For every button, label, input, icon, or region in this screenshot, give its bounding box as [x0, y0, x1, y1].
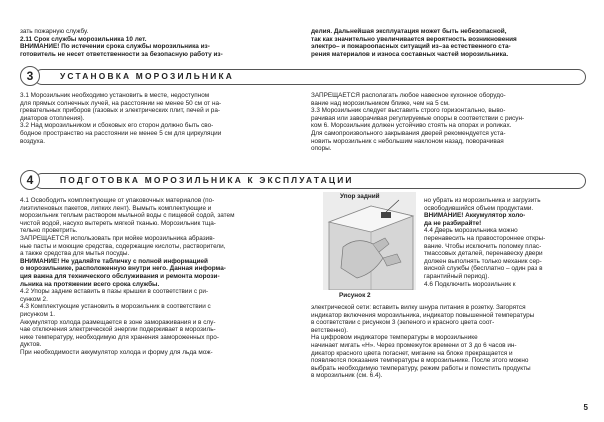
- text-line: в морозильник (см. 6.4).: [311, 372, 383, 380]
- text-line: 4.2 Упоры задние вставить в пазы крышки в соответствии с ри-: [20, 288, 209, 296]
- freezer-lid-stop-drawing: [323, 192, 416, 290]
- text-line: электро– и пожароопасных ситуаций из–за естественного ста-: [311, 43, 511, 51]
- text-line: начинает мигать «Н». Через промежуток времени от 3 до 6 часов ин-: [311, 341, 517, 349]
- text-line: диаторов отопления).: [20, 114, 85, 122]
- section-3-title: УСТАНОВКА МОРОЗИЛЬНИКА: [60, 71, 235, 81]
- text-line: чистой водой, насухо вытереть мягкой тканью. Морозильник тща-: [20, 219, 216, 227]
- text-line: ком 6. Морозильник должен устойчиво стоять на опорах и роликах.: [311, 122, 512, 130]
- text-line: ВНИМАНИЕ! По истечении срока службы морозильника из-: [20, 43, 210, 51]
- text-line: льника на протяжении всего срока службы.: [20, 280, 160, 288]
- text-line: а также средства для мытья посуды.: [20, 250, 130, 258]
- text-line: готовитель не несет ответственности за безопасную работу из-: [20, 50, 223, 58]
- text-line: тмассовых деталей, перенавеску двери: [424, 250, 543, 258]
- text-line: ЗАПРЕЩАЕТСЯ располагать любое навесное кухонное оборудо-: [311, 92, 506, 99]
- text-line: да не разбирайте!: [424, 219, 482, 227]
- text-line: воздуха.: [20, 137, 45, 145]
- text-line: вание. Чтобы исключить поломку плас-: [424, 242, 542, 250]
- text-line: морозильник теплым раствором мыльной воды с пищевой содой, затем: [20, 212, 235, 220]
- text-line: дикатор красного цвета погаснет, мигание на блоке прекращается и: [311, 349, 513, 357]
- text-line: нике температуру, необходимую для хранения замороженных про-: [20, 333, 219, 341]
- text-line: о морозильнике, расположенную внутри него. Данная информа-: [20, 265, 226, 273]
- section-4-title: ПОДГОТОВКА МОРОЗИЛЬНИКА К ЭКСПЛУАТАЦИИ: [60, 175, 354, 185]
- text-line: бодное пространство на расстоянии не менее 5 см для циркуляции: [20, 129, 222, 137]
- section-3-number: 3: [20, 66, 40, 86]
- text-line: в соответствии с рисунком 3 (зеленого и красного цвета соот-: [311, 319, 495, 327]
- text-line: 3.3 Морозильник следует выставить строго горизонтально, выво-: [311, 107, 506, 115]
- text-line: ЗАПРЕЩАЕТСЯ использовать при мойке морозильника абразив-: [20, 234, 215, 242]
- section-3-right-text: [311, 92, 587, 153]
- text-line: ные пасты и моющие средства, содержащие кислоты, растворители,: [20, 242, 226, 250]
- text-line: ветственно).: [311, 326, 349, 334]
- text-line: При необходимости аккумулятор холода и форму для льда мож-: [20, 348, 213, 356]
- text-line: ВНИМАНИЕ! Не удаляйте табличку с полной информацией: [20, 257, 208, 265]
- text-line: рачивая или заворачивая регулируемые опоры в соответствии с рисун-: [311, 114, 525, 122]
- text-line: тельно проветрить.: [20, 227, 78, 235]
- text-line: 2.11 Срок службы морозильника 10 лет.: [20, 35, 147, 43]
- text-line: ВНИМАНИЕ! Аккумулятор холо-: [424, 212, 526, 220]
- text-line: индикатор включения морозильника, индикатор повышенной температуры: [311, 311, 535, 319]
- text-line: появляются показания температуры в морозильнике. После этого можно: [311, 357, 529, 365]
- text-line: должен выполнять только механик сер-: [424, 257, 542, 265]
- text-line: 3.2 Над морозильником и сбоковых его сторон должно быть сво-: [20, 122, 214, 130]
- text-line: опоры.: [311, 145, 332, 153]
- section-4-header: [20, 170, 586, 190]
- text-line: 4.6 Подключить морозильник к: [424, 280, 516, 288]
- section-4-left-text: [20, 197, 309, 356]
- text-line: гарантийный период).: [424, 272, 490, 280]
- text-line: висной службы (бесплатно – один раз в: [424, 265, 543, 273]
- text-line: чае отключения электрической энергии подерживает в морозиль-: [20, 326, 216, 334]
- figure-2-illustration: [323, 192, 416, 290]
- text-line: лиэтиленовых пакетов, липких лент). Вымыть комплектующие и: [20, 204, 212, 212]
- text-line: дуктов.: [20, 341, 42, 349]
- text-line: рисунком 1.: [20, 310, 55, 318]
- text-line: Для самопроизвольного закрывания дверей рекомендуется уста-: [311, 129, 506, 137]
- text-line: вание над морозильником ближе, чем на 5 см.: [311, 99, 450, 107]
- section-3-left-text: [20, 92, 296, 145]
- text-line: так как значительно увеличивается вероятность возникновения: [311, 35, 517, 43]
- text-line: зать пожарную службу.: [20, 28, 89, 35]
- text-line: но убрать из морозильника и загрузить: [424, 197, 541, 204]
- text-line: для прямых солнечных лучей, на расстоянии не менее 50 см от на-: [20, 99, 222, 107]
- text-line: Аккумулятор холода размещается в зоне замораживания и в слу-: [20, 318, 216, 326]
- text-line: 4.1 Освободить комплектующие от упаковочных материалов (по-: [20, 197, 215, 204]
- text-line: ция важна для технического обслуживания и ремонта морози-: [20, 272, 220, 280]
- page-number: 5: [583, 403, 588, 412]
- section-4-number: 4: [20, 170, 40, 190]
- top-right-text: [311, 28, 587, 58]
- top-left-text: [20, 28, 296, 58]
- text-line: освободившийся объем продуктами.: [424, 204, 534, 212]
- text-line: 4.4 Дверь морозильника можно: [424, 227, 518, 235]
- text-line: На цифровом индикаторе температуры в морозильнике: [311, 334, 478, 342]
- section-4-right-top-text: [424, 197, 587, 288]
- figure-2-caption: Рисунок 2: [339, 292, 371, 299]
- text-line: 3.1 Морозильник необходимо установить в месте, недоступном: [20, 92, 210, 99]
- text-line: выбрать необходимую температуру, режим работы и поместить продукты: [311, 364, 531, 372]
- text-line: новить морозильник с небольшим наклоном назад, поворачивая: [311, 137, 504, 145]
- section-3-header: [20, 66, 586, 86]
- text-line: электрической сети: вставить вилку шнура питания в розетку. Загорятся: [311, 304, 526, 311]
- section-4-right-bottom-text: [311, 304, 587, 380]
- text-line: рения материалов и износа составных частей морозильника.: [311, 50, 509, 58]
- text-line: перенавесить на правостороннее откры-: [424, 234, 546, 242]
- text-line: 4.3 Комплектующие установить в морозильник в соответствии с: [20, 303, 211, 311]
- figure-2-label-stop: Упор задний: [340, 193, 380, 200]
- text-line: гревательных приборов (газовых и электрических плит, печей и ра-: [20, 107, 220, 115]
- text-line: сунком 2.: [20, 295, 48, 303]
- text-line: делия. Дальнейшая эксплуатация может быть небезопасной,: [311, 28, 507, 35]
